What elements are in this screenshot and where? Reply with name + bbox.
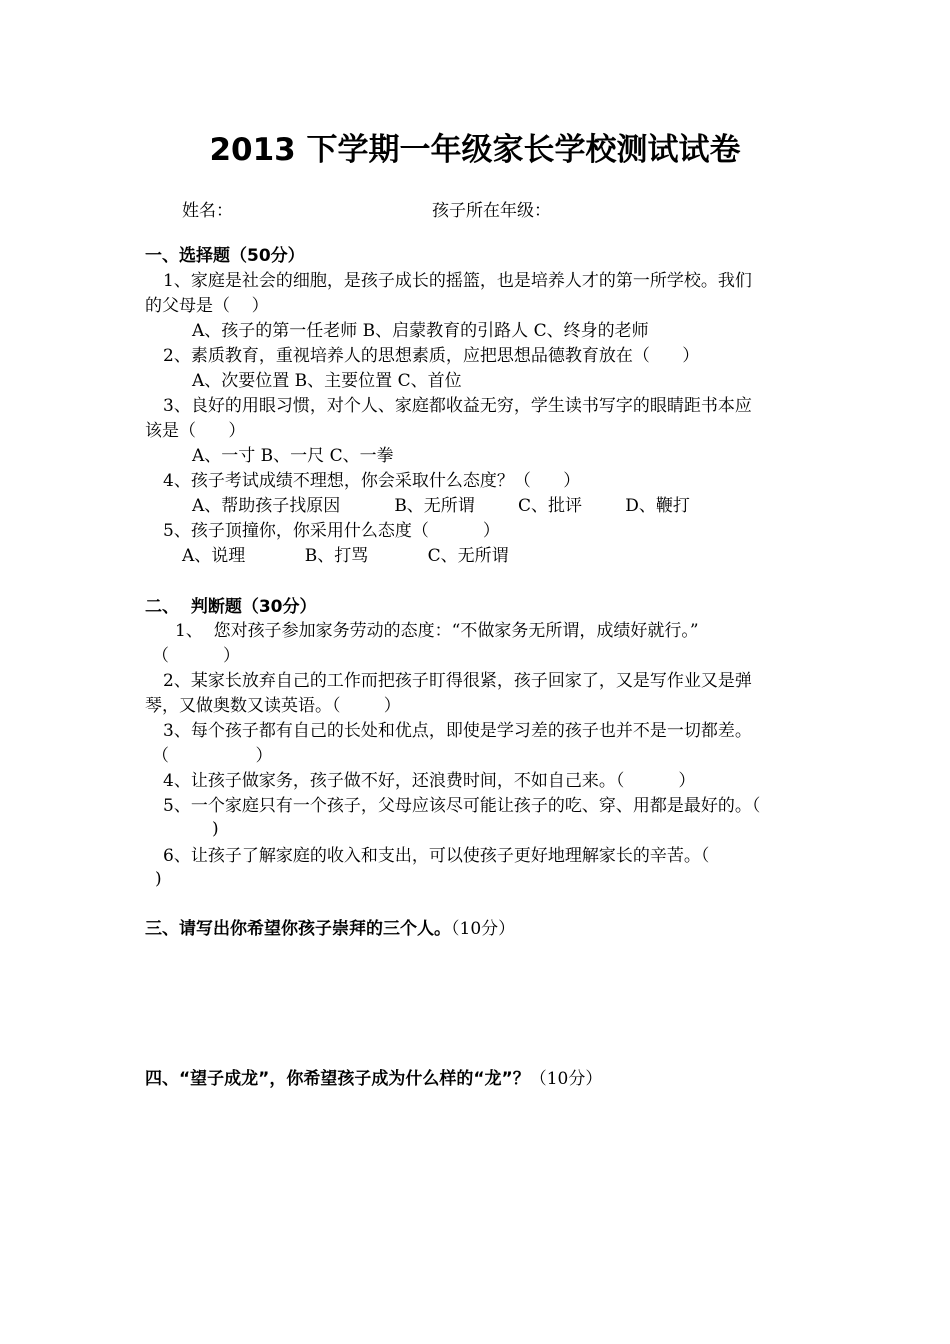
section4-heading [145,1068,602,1090]
section3-points: （10分） [451,919,516,939]
s1-q4: 4、孩子考试成绩不理想，你会采取什么态度？（ ） [163,471,581,491]
s1-q3-options: A、一寸 B、一尺 C、一拳 [192,446,394,466]
s1-q5-options: A、说理 B、打骂 C、无所谓 [182,546,509,566]
s2-q2-line1: 2、某家长放弃自己的工作而把孩子盯得很紧，孩子回家了，又是写作业又是弹 [163,671,752,691]
grade-field-label: 孩子所在年级： [432,201,551,221]
s2-q6-line2: ) [155,869,162,889]
section4-title: 四、“望子成龙”，你希望孩子成为什么样的“龙”？ [145,1069,530,1089]
exam-title: 2013 下学期一年级家长学校测试试卷 [209,132,741,168]
section4-points: （10分） [529,1069,603,1089]
s2-q3-line2: （ ） [152,746,273,766]
s1-q2-options: A、次要位置 B、主要位置 C、首位 [192,371,462,391]
section2-heading: 二、 判断题（30分） [145,597,317,617]
s2-q4: 4、让孩子做家务，孩子做不好，还浪费时间，不如自己来。（ ） [163,771,696,791]
s2-q5-line1: 5、一个家庭只有一个孩子，父母应该尽可能让孩子的吃、穿、用都是最好的。（ [163,796,761,816]
s2-q2-line2: 琴，又做奥数又读英语。（ ） [145,696,401,716]
s2-q5-line2: ) [212,819,219,839]
s1-q2: 2、素质教育，重视培养人的思想素质，应把思想品德教育放在（ ） [163,346,700,366]
s2-q6-line1: 6、让孩子了解家庭的收入和支出，可以使孩子更好地理解家长的辛苦。（ [163,846,710,866]
s1-q1-options: A、孩子的第一任老师 B、启蒙教育的引路人 C、终身的老师 [192,321,649,341]
s2-q1-line2: （ ） [152,646,241,666]
section3-heading [145,918,515,940]
s1-q4-options: A、帮助孩子找原因 B、无所谓 C、批评 D、鞭打 [192,496,690,516]
s1-q5: 5、孩子顶撞你，你采用什么态度（ ） [163,521,500,541]
section3-title: 三、请写出你希望你孩子崇拜的三个人。 [145,919,451,939]
s1-q1-line2: 的父母是（ ） [145,296,269,316]
s1-q3-line1: 3、良好的用眼习惯，对个人、家庭都收益无穷，学生读书写字的眼睛距书本应 [163,396,752,416]
s1-q1-line1: 1、家庭是社会的细胞，是孩子成长的摇篮，也是培养人才的第一所学校。我们 [163,271,752,291]
s2-q1-line1: 1、 您对孩子参加家务劳动的态度：“不做家务无所谓，成绩好就行。” [175,621,699,641]
section1-heading: 一、选择题（50分） [145,246,305,266]
s1-q3-line2: 该是（ ） [145,421,246,441]
name-field-label: 姓名： [182,201,233,221]
s2-q3-line1: 3、每个孩子都有自己的长处和优点，即使是学习差的孩子也并不是一切都差。 [163,721,752,741]
